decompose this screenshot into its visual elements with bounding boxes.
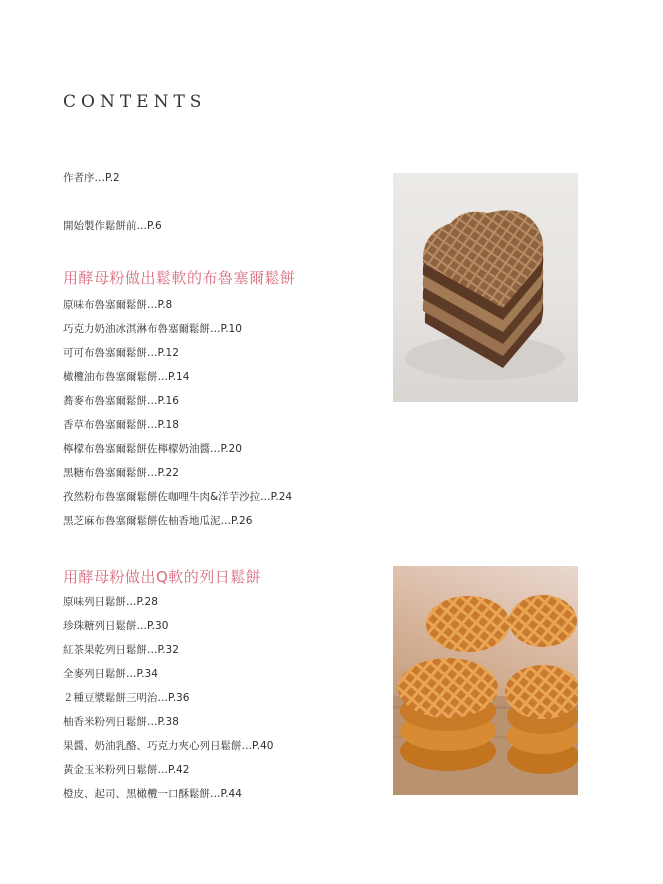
toc-item[interactable]: 珍珠糖列日鬆餅…P.30 (63, 620, 169, 632)
toc-item[interactable]: 原味布魯塞爾鬆餅…P.8 (63, 299, 173, 311)
toc-item-preface[interactable]: 作者序…P.2 (63, 172, 120, 184)
heart-waffle-photo (393, 173, 578, 402)
toc-item[interactable]: 黑糖布魯塞爾鬆餅…P.22 (63, 467, 179, 479)
toc-item[interactable]: 紅茶果乾列日鬆餅…P.32 (63, 644, 179, 656)
toc-item[interactable]: 全麥列日鬆餅…P.34 (63, 668, 158, 680)
toc-item[interactable]: 原味列日鬆餅…P.28 (63, 596, 158, 608)
toc-item[interactable]: 黑芝麻布魯塞爾鬆餅佐柚香地瓜泥…P.26 (63, 515, 253, 527)
toc-item[interactable]: 檸檬布魯塞爾鬆餅佐檸檬奶油醬…P.20 (63, 443, 242, 455)
section-heading-liege: 用酵母粉做出Q軟的列日鬆餅 (63, 568, 262, 586)
toc-item[interactable]: 蕎麥布魯塞爾鬆餅…P.16 (63, 395, 179, 407)
toc-item[interactable]: 橄欖油布魯塞爾鬆餅…P.14 (63, 371, 190, 383)
toc-item[interactable]: 孜然粉布魯塞爾鬆餅佐咖哩牛肉&洋芋沙拉…P.24 (63, 491, 293, 503)
toc-item[interactable]: ２種豆漿鬆餅三明治…P.36 (63, 692, 190, 704)
section-heading-brussels: 用酵母粉做出鬆軟的布魯塞爾鬆餅 (63, 269, 296, 287)
toc-item[interactable]: 柚香米粉列日鬆餅…P.38 (63, 716, 179, 728)
toc-item[interactable]: 黃金玉米粉列日鬆餅…P.42 (63, 764, 190, 776)
liege-waffle-photo (393, 566, 578, 795)
toc-item[interactable]: 巧克力奶油冰淇淋布魯塞爾鬆餅…P.10 (63, 323, 242, 335)
toc-item[interactable]: 香草布魯塞爾鬆餅…P.18 (63, 419, 179, 431)
toc-item-before-start[interactable]: 開始製作鬆餅前…P.6 (63, 220, 162, 232)
toc-item[interactable]: 可可布魯塞爾鬆餅…P.12 (63, 347, 179, 359)
toc-item[interactable]: 橙皮、起司、黑橄欖一口酥鬆餅…P.44 (63, 788, 242, 800)
page-title: CONTENTS (63, 92, 207, 112)
toc-item[interactable]: 果醬、奶油乳酪、巧克力夾心列日鬆餅…P.40 (63, 740, 274, 752)
